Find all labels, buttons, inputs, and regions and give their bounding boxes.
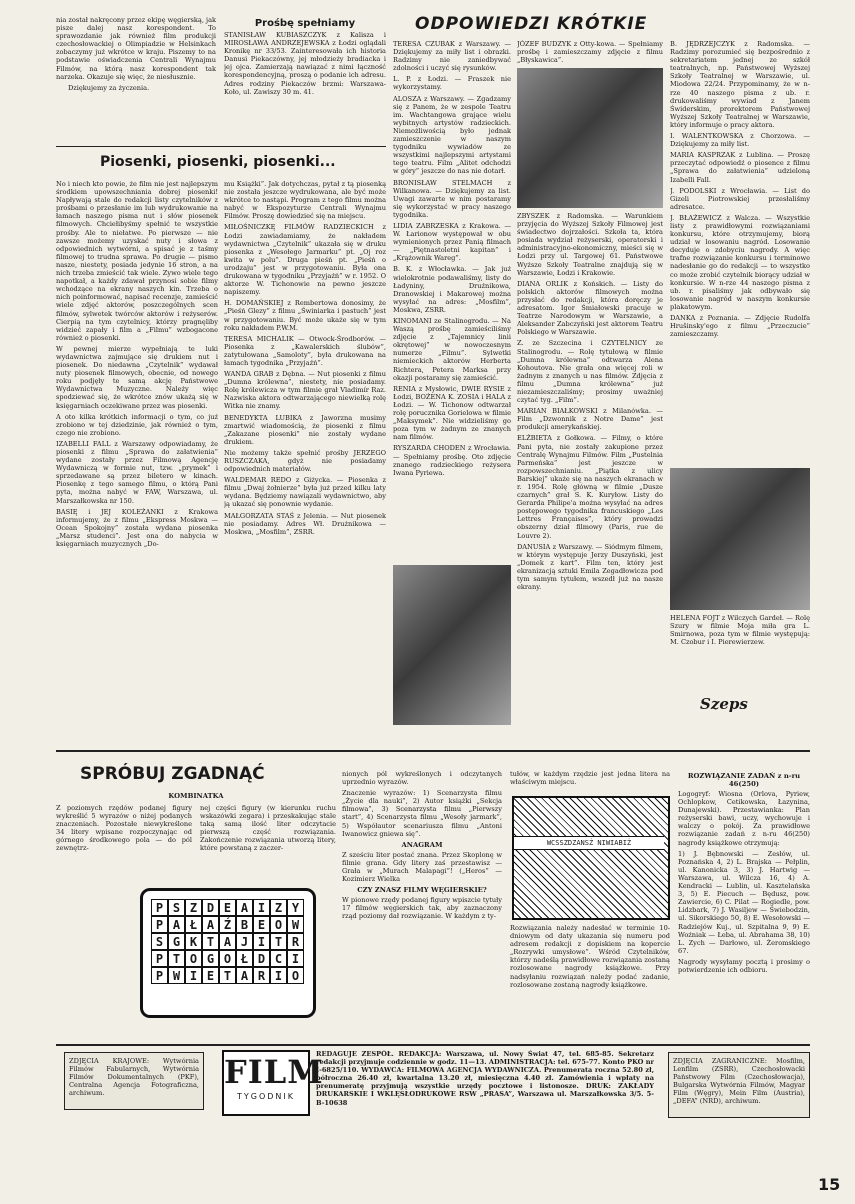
puzzle-cell: P bbox=[151, 950, 168, 967]
puzzle-cell: P bbox=[151, 967, 168, 984]
prosbe-text: STANISŁAW KUBIASZCZYK z Kalisza i MIROSŁAWA ANDRZEJEWSKA z Łodzi oglądali Kronikę nr 33/53. Zainteresowała ich historia Danusi Piekaczówny, jej młodzieży bradiacka i jej ojca. Zamierzają nawiązać z nimi łączność korespondencyjną, proszą o podanie ich adresu. Adres rodziny Piekaczów brzmi: Warszawa-Koło, ul. Zawiszy 30 m. 41. bbox=[224, 31, 386, 96]
grid-intro-text: tułów, w każdym rzędzie jest jedna litera na właściwym miejscu. bbox=[510, 770, 670, 787]
piosenki-text-1: No i niech kto powie, że film nie jest najlepszym środkiem upowszechniania dobrej piosenki! Napływają stale do redakcji listy czytelników z prośbami o przesłanie im lub wydrukowanie na łamach naszego pisma nut i słów piosenek filmowych. Chciełibyśmy spełnić te wszystkie prośby. Ale to niełatwe. Po pierwsze — nie zawsze możemy uzyskać nuty i słowa z odpowiednich wytwórni, a spisać je z taśmy filmowej to trudna sprawa. Po drugie — pismo nasze, niestety, posiada jedynie 16 stron, a na nich trzeba zmieścić tak wiele. Zywo wiele tego napotkał, a każdy zdawał przynosi sobie filmy wchodzące na ekrany naszych kin. Trzeba o nich poinformować, napisać recenzje, zamieścić wiele zdjęć aktorów, poszczególnych scen filmów, sylwetek twórców aktorów i reżyserów. Cierpią na tym czytelnicy, którzy pragnęliby widzieć zapały i film a „Filmu” wzbogacone również o piosenki. bbox=[56, 180, 218, 342]
puzzle-cell: Z bbox=[270, 899, 287, 916]
answer: JÓZEF BUDZYK z Otty-kowa. — Spełniamy prośbę i zamieszczamy zdjęcie z filmu „Błyskawica”. bbox=[517, 40, 663, 65]
redakcja-text: REDAGUJE ZESPÓŁ. REDAKCJA: Warszawa, ul. Nowy Świat 47, tel. 685-85. Sekretarz redakcji przyjmuje codziennie w godz. 11—13. ADMINISTRACJA: tel. 675-77. Konto PKO nr I-6825/110. WYDAWCA: FILMOWA AGENCJA WYDAWNICZA. Prenumerata roczna 52.80 zł, półroczna 26.40 zł, kwartalna 13.20 zł, miesięczna 4.40 zł. Zamówienia i wpłaty na prenumeratę przyjmują wszystkie urzędy pocztowe i listonosze. DRUK: ZAKŁADY DRUKARSKIE I WKLĘSŁODRUKOWE RSW „PRASA”, Warszawa ul. Marszałkowska 3/5. 5-B-10638 bbox=[316, 1050, 654, 1107]
piosenki-text-10: WANDA GRAB z Dębna. — Nut piosenki z filmu „Dumna królewna”, niestety, nie posiadamy. Rolę królewicza w tym filmie grał Vladimír Raz. Nazwiska aktora odtwarzającego niewielką rolę Witka nie znamy. bbox=[224, 370, 386, 411]
zdjecia-krajowe-text: ZDJĘCIA KRAJOWE: Wytwórnia Filmów Fabularnych, Wytwórnia Filmów Dokumentalnych (PKF), Centralna Agencja Fotograficzna, archiwum. bbox=[69, 1057, 199, 1098]
puzzle-cell: O bbox=[219, 950, 236, 967]
puzzle-cell: W bbox=[168, 967, 185, 984]
rozwiazanie-text: Logogryf: Wiosna (Orlova, Pyriew, Ochlopkow, Cetikowska, Łazynina, Dunajewski). Przestawianka: Plan reżyserski bawi, uczy, wychowuje i walczy o pokój. Za prawidłowe rozwiązanie zadań z n-ru 46(250) nagrody książkowe otrzymują: bbox=[678, 790, 810, 847]
puzzle-cell: K bbox=[185, 933, 202, 950]
answer: J. BŁAŻEWICZ z Walcza. — Wszystkie listy z prawidłowymi rozwiązaniami konkursu, które otrzymujemy, biorą udział w losowaniu nagród. Losowanie decyduje o zdobyciu nagrody. A więc trafne rozwiązanie konkursu i terminowe nadesłanie go do redakcji — to wszystko co może zrobić czytelnik biorący udział w konkursie. W n-rze 44 naszego pisma z ub. r. pisaliśmy jak odbywało się losowanie nagród w naszym konkursie plakatowym. bbox=[670, 213, 810, 311]
puzzle-cell: D bbox=[202, 899, 219, 916]
column-1-top bbox=[56, 16, 216, 141]
puzzle-cell: Y bbox=[287, 899, 304, 916]
kombinatka-title: KOMBINATKA bbox=[168, 792, 224, 800]
rozwiazanie-winners: 1) J. Bębnowski — Zesłów, ul. Poznańska 4, 2) L. Brajska — Pełplin, ul. Kanonicka 3, 3) J. Hartwig — Warszawa, ul. Wilcza 16, 4) A. Kendracki — Lublin, ul. Kasztelańska 3, 5) E. Piecuch — Będusz, pow. Zawiercie, 6) C. Pilat — Rogiedle, pow. Lidzbark, 7) J. Wasiljew — Świebodzin, ul. Sikorskiego 50, 8) E. Wesołowski — Radziejów Kuj., ul. Szpitalna 9, 9) E. Woźniak — Łeba, ul. Abrahama 38, 10) L. Zych — Darłowo, ul. Żeromskiego 67. bbox=[678, 849, 810, 955]
puzzle-row bbox=[151, 967, 304, 984]
puzzle-cell: E bbox=[219, 899, 236, 916]
puzzle-cell: G bbox=[202, 950, 219, 967]
piosenki-text-14: MAŁGORZATA STAŚ z Jelenia. — Nut piosenek nie posiadamy. Adres Wł. Drużnikowa — Moskwa, „Mosfilm”, ZSRR. bbox=[224, 511, 386, 536]
answers-column-5-bottom bbox=[670, 614, 810, 674]
rozwiazanie-footer: Nagrody wysyłamy pocztą i prosimy o potwierdzenie ich odbioru. bbox=[678, 957, 810, 974]
puzzle-cell: R bbox=[287, 933, 304, 950]
piosenki-text-12: Nie możemy także spełnić prośby JERZEGO RUSZCZAKA, gdyż nie posiadamy odpowiednich materiałów. bbox=[224, 448, 386, 474]
answer: RENIA z Mysłowic, DWIE RYSIE z Łodzi, BOŻENA K. ZOSIA i HALA z Łodzi. — W. Tichonow odtwarzał rolę porucznika Gorielowa w filmie „Maksymek”. Nie widzieliśmy go poza tym w żadnym ze znanych nam filmów. bbox=[393, 384, 511, 442]
anagram-text: Z sześciu liter postać znana. Przez Skoplonę w filmie grana. Gdy litery zaś przestawisz — Grała w „Murach Malapagi”! („Heros” — Kozimierz Wielka bbox=[342, 850, 502, 884]
divider bbox=[56, 146, 386, 147]
puzzle-middle-column bbox=[342, 770, 502, 1090]
answer: I. WALENTKOWSKA z Chorzowa. — Dziękujemy za miły list. bbox=[670, 132, 810, 149]
middle-text: Znaczenie wyrazów: 1) Scenarzysta filmu „Życie dla nauki”, 2) Autor książki „Sekcja filmowa”, 3) Scenarzysta filmu „Pierwszy start”, 4) Scenarzysta filmu „Wesoły jarmark”, 5) Współautor scenariusza filmu „Antoni Iwanowicz gniewa się”. bbox=[342, 789, 502, 838]
answer: ZBYSZEK z Radomska. — Warunkiem przyjęcia do Wyższej Szkoły Filmowej jest świadectwo dojrzałości. Szkoła ta, która posiada wydział reżyserski, operatorski i administracyjno-ekonomiczny, mieści się w Łodzi przy ul. Targowej 61. Państwowe Wyższe Szkoły Teatralne znajdują się w Warszawie, Łodzi i Krakowie. bbox=[517, 212, 663, 277]
answer: B. JĘDRZEJCZYK z Radomska. — Radzimy porozumieć się bezpośrednio z sekretariatem jednej ze szkół teatralnych, np. Państwowej Wyższej Szkoły Teatralnej w Warszawie, ul. Miodowa 22/24. Przypominamy, że w n-rze 40 naszego pisma z ub. r. drukowaliśmy wywiad z Janem Świderskim, prorektorem Państwowej Wyższej Szkoły Teatralnej w Warszawie, który informuje o pracy aktora. bbox=[670, 40, 810, 129]
answer: ALOSZA z Warszawy. — Zgadzamy się z Panem, że w zespole Teatru im. Wachtangowa grające wielu wybitnych artystów radzieckich. Niemożliwością było jednak zamieszczenie w naszym tygodniku wywiadów ze wszystkimi najlepszymi artystami tego teatru. Film „Alitet odchodzi w góry” jeszcze do nas nie dotarł. bbox=[393, 94, 511, 176]
puzzle-row bbox=[151, 899, 304, 916]
puzzle-cell: G bbox=[168, 933, 185, 950]
puzzle-cell: A bbox=[219, 933, 236, 950]
answer: LIDIA ZABRZESKA z Krakowa. — W. Łarionow występował w obu wymienionych przez Panią filmach — „Piętnastoletni kapitan” i „Krążownik Wareg”. bbox=[393, 221, 511, 263]
puzzle-cell: A bbox=[202, 916, 219, 933]
hungarian-films-grid bbox=[512, 796, 670, 920]
answers-column-3 bbox=[393, 40, 511, 560]
kombinatka-text: Z poziomych rzędów podanej figury wykreślić 5 wyrazów o niżej podanych znaczeniach. Pozostałe niewykreślone 34 litery wpisane rozpoczynając od górnego środkowego pola — do pól zewnętrz- bbox=[56, 804, 192, 853]
answer: BRONISŁAW STELMACH z Wilkanowa. — Dziękujemy za list. Uwagi zawarte w nim postaramy się wykorzystać w pracy naszego tygodnika. bbox=[393, 178, 511, 219]
thanks-line: Dziękujemy za życzenia. bbox=[68, 83, 150, 92]
puzzle-cell: A bbox=[168, 916, 185, 933]
signature-illustration: Szeps bbox=[700, 695, 748, 713]
grid-intro bbox=[510, 770, 670, 792]
rozwiazania-note-text: Rozwiązania należy nadesłać w terminie 10-dniowym od daty ukazania się numeru pod adresem redakcji z dopiskiem na kopercie „Rozrywki umysłowe”. Wśród Czytelników, którzy nadeślą prawidłowe rozwiązania zostaną rozlosowane nagrody książkowe. Przy nadsyłaniu rozwiązań należy podać zadanie, rozlosowane zostaną nagrody książkowe. bbox=[510, 924, 670, 989]
piosenki-text-7: MIŁOŚNICZKĘ FILMÓW RADZIECKICH z Łodzi zawiadamiamy, że nakładem wydawnictwa „Czytelnik” ukazała się w druku piosenka z „Wesołego Jarmarku” pt. „Oj roz kwita w polu”. Druga pieśń pt. „Pieśń o urodzaju” jest w przygotowaniu. Była ona drukowana w tygodniku „Przyjaźń” w r. 1952. O aktorze W. Tichonowie na pewno jeszcze napiszemy. bbox=[224, 223, 386, 297]
piosenki-text-8: H. DOMAŃSKIEJ z Rembertowa donosimy, że „Pieśń Glezy” z filmu „Świniarka i pastuch” jest w przygotowaniu. Być może ukaże się w tym roku nakładem P.W.M. bbox=[224, 299, 386, 332]
page-number: 15 bbox=[818, 1175, 841, 1194]
answer: J. PODOLSKI z Wrocławia. — List do Gizeli Piotrowskiej przesłaliśmy adresatce. bbox=[670, 186, 810, 211]
photo-director-pyriev bbox=[393, 565, 511, 725]
kombinatka-column-1 bbox=[56, 804, 192, 874]
puzzle-cell: I bbox=[287, 950, 304, 967]
kombinatka-puzzle bbox=[140, 888, 316, 1018]
grid-answer-row: WCSSZDZANSŻ NIWIABIŻ bbox=[514, 836, 664, 850]
answer: TERESA CZUBAK z Warszawy. — Dziękujemy za miły list i obrazki. Radzimy nie zaniedbywać zdolności i uczyć się rysunków. bbox=[393, 40, 511, 73]
divider bbox=[56, 750, 810, 752]
puzzle-row bbox=[151, 916, 304, 933]
film-logo-text: FILM bbox=[224, 1053, 324, 1091]
rozwiazanie-column bbox=[678, 770, 810, 1040]
puzzle-cell: A bbox=[236, 899, 253, 916]
puzzle-cell: I bbox=[253, 899, 270, 916]
puzzle-cell: T bbox=[219, 967, 236, 984]
piosenki-text-2: W pewnej mierze wypełniają te luki wydawnictwa zajmujące się drukiem nut i piosenek. Do niedawna „Czytelnik” wydawał nuty piosenek filmowych, obecnie, od nowego roku podjęły te samą akcję Państwowe Wydawnictwa Muzyczne. Należy więc spodziewać się, że wkrótce znów ukażą się w księgarniach oczekiwane przez was piosenki. bbox=[56, 344, 218, 410]
puzzle-cell: S bbox=[151, 933, 168, 950]
piosenki-column-1 bbox=[56, 180, 218, 750]
answer: L. P. z Łodzi. — Fraszek nie wykorzystamy. bbox=[393, 75, 511, 92]
answer: DIANA ORLIK z Końskich. — Listy do polskich aktorów filmowych można przysłać do redakcji, która doręczy je adresatom. Igor Śmiałowski pracuje w Teatrze Narodowym w Warszawie, a Aleksander Zabczyński jest aktorem Teatru Polskiego w Warszawie. bbox=[517, 279, 663, 337]
puzzle-cell: O bbox=[287, 967, 304, 984]
rozwiazania-note bbox=[510, 924, 670, 1034]
puzzle-cell: C bbox=[270, 950, 287, 967]
puzzle-cell: J bbox=[236, 933, 253, 950]
kombinatka-column-2 bbox=[200, 804, 336, 874]
puzzle-row bbox=[151, 933, 304, 950]
czy-znasz-title: CZY ZNASZ FILMY WĘGIERSKIE? bbox=[357, 886, 487, 895]
czy-znasz-text: W pionowe rzędy podanej figury wpiszcie tytuły 17 filmów węgierskich tak, aby zaznaczony rząd poziomy dał rozwiązanie. W każdym z ty- bbox=[342, 896, 502, 921]
anagram-title: ANAGRAM bbox=[401, 840, 443, 849]
redakcja-imprint bbox=[316, 1050, 654, 1116]
answer: RYSZARDA CHODEN z Wrocławia. — Spełniamy prośbę. Oto zdjęcie znanego radzieckiego reżysera Iwana Pyriewa. bbox=[393, 444, 511, 477]
answers-column-4 bbox=[517, 212, 663, 732]
puzzle-cell: O bbox=[185, 950, 202, 967]
column-1-text: nia został nakręcony przez ekipę węgierską, jak pisze dalej nasz korespondent. To sprawozdanie jak również film produkcji czechosłowackiej o Olimpiadzie w Helsinkach zobaczymy już wkrótce w kraju. Piszemy to na podstawie oświadczenia Centrali Wynajmu Filmów, na którą nasz korespondent tak narzeka. Okazuje się więc, że niesłusznie. bbox=[56, 16, 216, 81]
puzzle-cell: E bbox=[253, 916, 270, 933]
piosenki-title: Piosenki, piosenki, piosenki... bbox=[100, 154, 336, 170]
prosbe-title: Prośbę spełniamy bbox=[254, 18, 356, 29]
film-logo-subtitle: TYGODNIK bbox=[236, 1092, 296, 1101]
zdjecia-zagraniczne-box bbox=[668, 1052, 810, 1118]
rozwiazanie-title: ROZWIĄZANIE ZADAŃ z n-ru 46(250) bbox=[687, 772, 801, 788]
puzzle-cell: T bbox=[270, 933, 287, 950]
puzzle-cell: P bbox=[151, 916, 168, 933]
piosenki-text-6: mu Książki”. Jak dotychczas, pytał z tą piosenką nie została jeszcze wydrukowana, ale być może wkrótce to nastąpi. Program z tego filmu można nabyć w Ekspozyturze Centrali Wynajmu Filmów. Proszę dowiedzieć się na miejscu. bbox=[224, 180, 386, 221]
photo-hrusinsky bbox=[670, 468, 810, 610]
puzzle-cell: I bbox=[270, 967, 287, 984]
puzzle-row bbox=[151, 950, 304, 967]
prosbe-article bbox=[224, 18, 386, 143]
puzzle-cell: W bbox=[287, 916, 304, 933]
film-logo bbox=[222, 1050, 324, 1116]
piosenki-text-11: BENEDYKTA LUBIKA z Jaworzna musimy zmartwić wiadomością, że piosenki z filmu „Zakazane piosenki” nie zostały wydane drukiem. bbox=[224, 413, 386, 446]
section-masthead: ODPOWIEDZI KRÓTKIE bbox=[415, 14, 648, 34]
answer: B. K. z Włocławka. — Jak już wielokrotnie podawaliśmy, listy do Ładyniny, Druźnikowa, Dranowskiej i Makarowej można wysyłać na adres: „Mosfilm”, Moskwa, ZSRR. bbox=[393, 265, 511, 314]
puzzle-cell: Ł bbox=[185, 916, 202, 933]
photo-film-blyskawica bbox=[517, 68, 663, 208]
puzzle-cell: R bbox=[253, 967, 270, 984]
puzzle-cell: I bbox=[253, 933, 270, 950]
divider bbox=[56, 1044, 810, 1046]
piosenki-text-5: BASIĘ i JEJ KOLEŻANKI z Krakowa informujemy, że z filmu „Ekspress Moskwa — Ocean Spokojny” została wydana piosenka „Marsz studenci”. Jest ona do nabycia w księgarniach muzycznych „Do- bbox=[56, 507, 218, 549]
answers-column-4-top bbox=[517, 40, 663, 66]
puzzle-cell: A bbox=[236, 967, 253, 984]
puzzle-cell: Ź bbox=[219, 916, 236, 933]
zdjecia-zagraniczne-text: ZDJĘCIA ZAGRANICZNE: Mosfilm, Lenfilm (ZSRR), Czechosłowacki Państwowy Film (Czechosłowacja), Bulgarska Wytwórnia Filmów, Magyar Film (Węgry), Mein Film (Austria), „DEFA” (NRD), archiwum. bbox=[673, 1057, 805, 1106]
answer: KINOMANI ze Stalinogrodu. — Na Waszą prośbę zamieściliśmy zdjęcie z „Tajemnicy linii okrętowej” w nowoczesnym numerze „Filmu”. Sylwetki niemieckich aktorów Herberta Richtera, Petera Marksa przy okazji postaramy się zamieścić. bbox=[393, 317, 511, 382]
puzzle-cell: I bbox=[185, 967, 202, 984]
piosenki-column-2 bbox=[224, 180, 386, 750]
answer: MARIA KASPRZAK z Lublina. — Proszę przeczytać odpowiedź o piosence z filmu „Sprawa do załatwienia” udzieloną Izabelli Fall. bbox=[670, 151, 810, 184]
puzzle-cell: P bbox=[151, 899, 168, 916]
piosenki-text-3: A oto kilka krótkich informacji o tym, co już zrobiono w tej dziedzinie, jak również o tym, czego nie zrobiono. bbox=[56, 412, 218, 437]
puzzle-cell: T bbox=[202, 933, 219, 950]
answer: ELŻBIETA z Gołkowa. — Filmy, o które Pani pyta, nie zostały zakupione przez Centralę Wynajmu Filmów. Film „Pustelnia Parmeńska” jest jeszcze w rozpowszechnianiu. „Piątka z ulicy Barskiej” ukaże się na naszych ekranach w r. 1954. Rolę główną w filmie „Dusze czarnych” grał S. K. Kuryłow. Listy do Gerarda Philipe'a można wysyłać na adres postępowego tygodnika francuskiego „Les Lettres Françaises”, który prowadzi obszerny dział filmowy (Paris, rue de Louvre 2). bbox=[517, 434, 663, 540]
piosenki-text-9: TERESA MICHALIK — Otwock-Środborów. — Piosenka z „Kawalerskich ślubów”, zatytułowana „Samoloty”, była drukowana na łamach tygodnika „Przyjaźń”. bbox=[224, 334, 386, 367]
answer: MARIAN BIAŁKOWSKI z Milanówka. — Film „Dzwonnik z Notre Dame” jest produkcji amerykańskiej. bbox=[517, 407, 663, 432]
puzzle-cell: T bbox=[168, 950, 185, 967]
puzzle-cell: D bbox=[253, 950, 270, 967]
kombinatka-text: nej części figury (w kierunku ruchu wskazówki zegara) i przeskakując stale taką samą ilość liter odczytacie pierwszą część rozwiązania. Zakończenie rozwiązania utworzą litery, które powstaną z zaczer- bbox=[200, 804, 336, 853]
puzzle-cell: Ł bbox=[236, 950, 253, 967]
middle-text: nionych pól wykreślonych i odczytanych uprzednio wyrazów. bbox=[342, 770, 502, 787]
puzzle-grid bbox=[151, 899, 304, 984]
answer: DANUSIA z Warszawy. — Siódmym filmem, w którym występuje Jerzy Duszyński, jest „Domek z kart”. Film ten, który jest ekranizacją sztuki Emila Zegadłowicza pod tym samym tytułem, wszedł już na nasze ekrany. bbox=[517, 542, 663, 592]
puzzle-cell: O bbox=[270, 916, 287, 933]
puzzle-cell: B bbox=[236, 916, 253, 933]
answer: DANKA z Poznania. — Zdjęcie Rudolfa Hrušinsky'ego z filmu „Przeczucie” zamieszczamy. bbox=[670, 314, 810, 339]
puzzle-cell: E bbox=[202, 967, 219, 984]
puzzle-cell: S bbox=[168, 899, 185, 916]
piosenki-text-4: IZABELLI FALL z Warszawy odpowiadamy, że piosenki z filmu „Sprawa do załatwienia” wydane zostały przez Filmową Agencję Wydawniczą w formie nut, tzw. „prymek” i sprzedawane są przez biletero w kinach. Piosenkę z tego samego filmu, o którą Pani pyta, można nabyć w FAW, Warszawa, ul. Marszałkowska nr 150. bbox=[56, 439, 218, 505]
answer: Z. ze Szczecina i CZYTELNICY ze Stalinogrodu. — Rolę tytułową w filmie „Dumna królewna” odtwarza Alena Kohoutova. Nie grała ona więcej roli w żadnym z znanych u nas filmów. Zdjęcia z filmu „Dumna królewna” już niezamieszczaliśmy; prosimy uważniej czytać tyg. „Film”. bbox=[517, 339, 663, 405]
zdjecia-krajowe-box bbox=[64, 1052, 204, 1110]
sprobuj-title: SPRÓBUJ ZGADNĄĆ bbox=[80, 764, 265, 784]
answers-column-5 bbox=[670, 40, 810, 465]
puzzle-cell: Z bbox=[185, 899, 202, 916]
piosenki-text-13: WALDEMAR REDO z Giżycka. — Piosenka z filmu „Dwaj żołnierze” była już przed kilku laty wydana. Będziemy nawiązali wydawnictwo, aby ją ukazać się ponownie wydanie. bbox=[224, 476, 386, 509]
answer: HELENA FOJT z Wilczych Gardeł. — Rolę Szury w filmie Moja miła gra L. Smirnowa, poza tym w filmie występują: M. Czobur i I. Pierewierzew. bbox=[670, 614, 810, 647]
